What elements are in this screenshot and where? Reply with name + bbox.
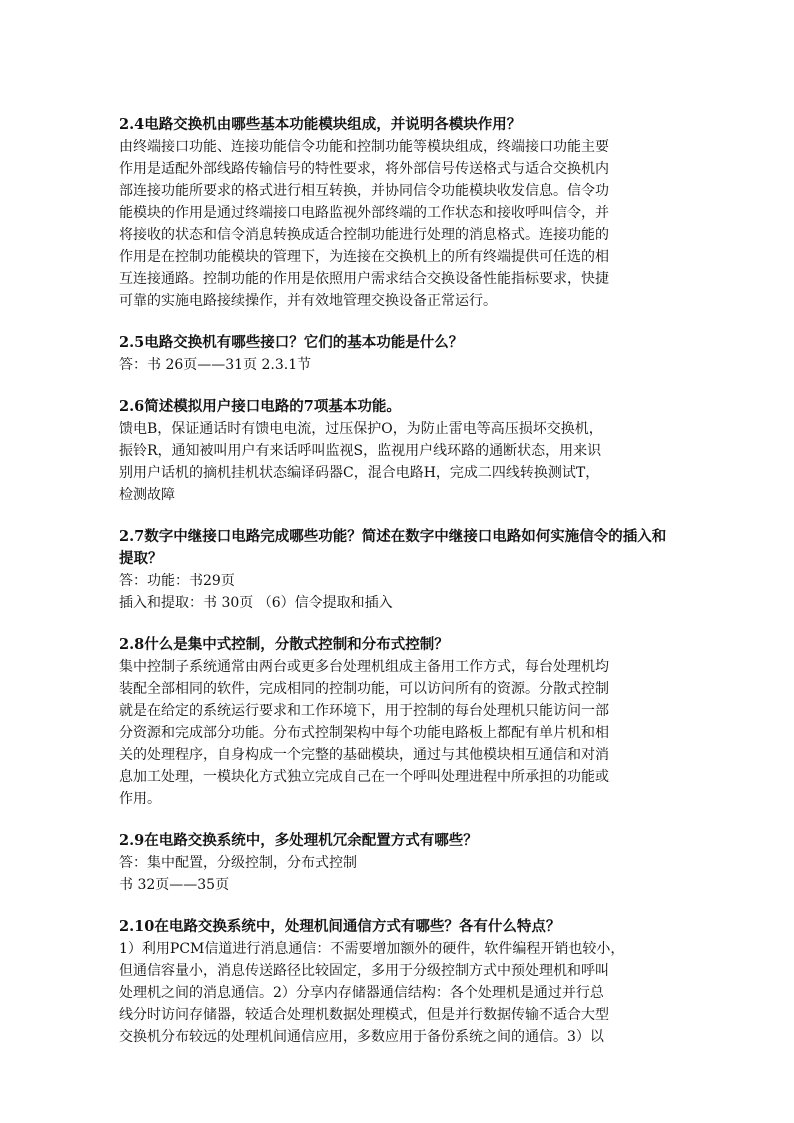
answer-line: 将接收的状态和信令消息转换成适合控制功能进行处理的消息格式。连接功能的 — [119, 227, 609, 243]
question-heading: 2.7数字中继接口电路完成哪些功能？简述在数字中继接口电路如何实施信令的插入和提取？ — [119, 528, 667, 567]
qa-section-2-4 — [119, 114, 679, 312]
answer-line: 关的处理程序，自身构成一个完整的基础模块，通过与其他模块相互通信和对消 — [119, 747, 609, 763]
answer-line: 装配全部相同的软件，完成相同的控制功能，可以访问所有的资源。分散式控制 — [119, 681, 609, 697]
answer-line: 作用。 — [119, 791, 161, 807]
answer-line: 处理机之间的消息通信。2）分享内存储器通信结构：各个处理机是通过并行总 — [119, 985, 604, 1001]
question-heading: 2.4电路交换机由哪些基本功能模块组成，并说明各模块作用？ — [119, 116, 522, 133]
answer-line: 振铃R，通知被叫用户有来话呼叫监视S，监视用户线环路的通断状态，用来识 — [119, 443, 602, 459]
question-heading: 2.10在电路交换系统中，处理机间通信方式有哪些？各有什么特点？ — [119, 918, 561, 935]
answer-line: 互连接通路。控制功能的作用是依照用户需求结合交换设备性能指标要求，快捷 — [119, 271, 609, 287]
answer-line: 答：集中配置，分级控制，分布式控制 — [119, 855, 357, 871]
qa-section-2-10 — [119, 916, 679, 1048]
question-heading: 2.8什么是集中式控制，分散式控制和分布式控制？ — [119, 636, 449, 653]
answer-line: 集中控制子系统通常由两台或更多台处理机组成主备用工作方式，每台处理机均 — [119, 659, 609, 675]
answer-line: 插入和提取：书 30页 （6）信令提取和插入 — [119, 595, 393, 611]
answer-line: 作用是适配外部线路传输信号的特性要求，将外部信号传送格式与适合交换机内 — [119, 161, 609, 177]
answer-line: 答：功能：书29页 — [119, 573, 235, 589]
answer-line: 但通信容量小，消息传送路径比较固定，多用于分级控制方式中预处理机和呼叫 — [119, 963, 609, 979]
answer-line: 答：书 26页——31页 2.3.1节 — [119, 357, 312, 373]
answer-line: 息加工处理，一模块化方式独立完成自己在一个呼叫处理进程中所承担的功能或 — [119, 769, 609, 785]
answer-line: 作用是在控制功能模块的管理下，为连接在交换机上的所有终端提供可任选的相 — [119, 249, 609, 265]
answer-line: 能模块的作用是通过终端接口电路监视外部终端的工作状态和接收呼叫信令，并 — [119, 205, 609, 221]
document-page — [119, 114, 679, 1068]
qa-section-2-7 — [119, 526, 679, 614]
answer-line: 书 32页——35页 — [119, 877, 230, 893]
answer-line: 1）利用PCM信道进行消息通信：不需要增加额外的硬件，软件编程开销也较小， — [119, 941, 625, 957]
answer-line: 部连接功能所要求的格式进行相互转换，并协同信令功能模块收发信息。信令功 — [119, 183, 609, 199]
answer-line: 由终端接口功能、连接功能信令功能和控制功能等模块组成，终端接口功能主要 — [119, 139, 609, 155]
answer-line: 检测故障 — [119, 487, 175, 503]
question-heading: 2.6简述模拟用户接口电路的7项基本功能。 — [119, 398, 401, 415]
qa-section-2-8 — [119, 634, 679, 810]
qa-section-2-5 — [119, 332, 679, 376]
answer-line: 别用户话机的摘机挂机状态编译码器C，混合电路H，完成二四线转换测试T， — [119, 465, 600, 481]
answer-line: 线分时访问存储器，较适合处理机数据处理模式，但是并行数据传输不适合大型 — [119, 1007, 609, 1023]
answer-line: 交换机分布较远的处理机间通信应用，多数应用于备份系统之间的通信。3）以 — [119, 1029, 604, 1045]
answer-line: 可靠的实施电路接续操作，并有效地管理交换设备正常运行。 — [119, 293, 497, 309]
question-heading: 2.5电路交换机有哪些接口？它们的基本功能是什么？ — [119, 334, 464, 351]
qa-section-2-6 — [119, 396, 679, 506]
qa-section-2-9 — [119, 830, 679, 896]
question-heading: 2.9在电路交换系统中，多处理机冗余配置方式有哪些？ — [119, 832, 478, 849]
answer-line: 分资源和完成部分功能。分布式控制架构中每个功能电路板上都配有单片机和相 — [119, 725, 609, 741]
answer-line: 馈电B，保证通话时有馈电电流，过压保护O，为防止雷电等高压损坏交换机， — [119, 421, 603, 437]
answer-line: 就是在给定的系统运行要求和工作环境下，用于控制的每台处理机只能访问一部 — [119, 703, 609, 719]
